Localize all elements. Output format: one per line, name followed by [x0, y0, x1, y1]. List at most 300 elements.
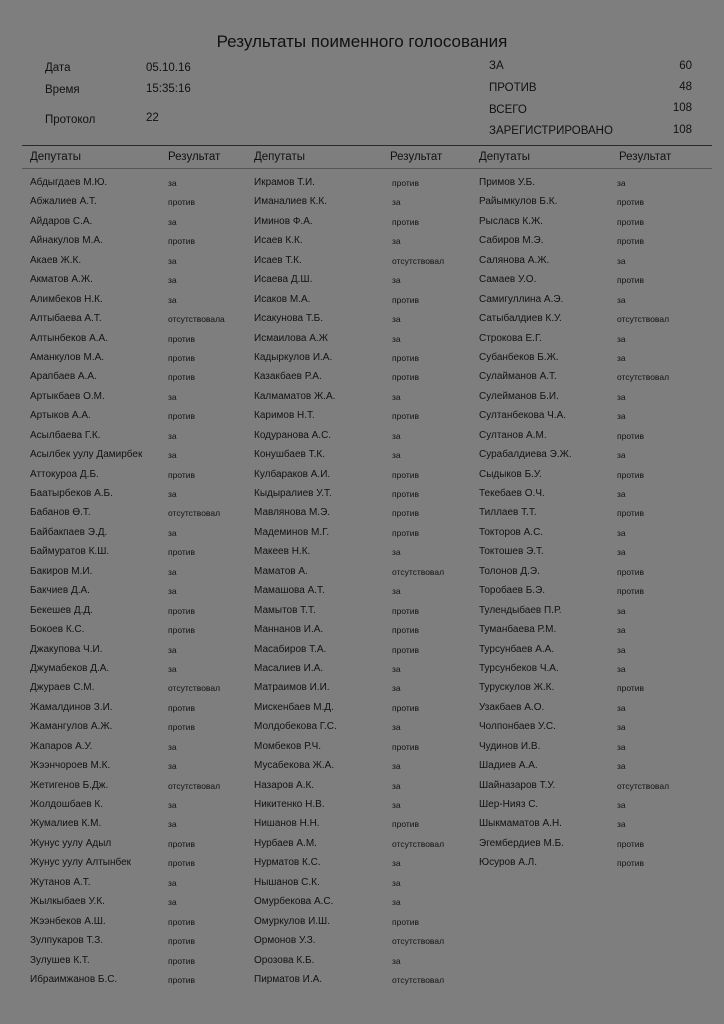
vote-row	[30, 896, 260, 915]
vote-row	[30, 469, 260, 488]
deputy-name: Конушбаев Т.К.	[254, 449, 326, 461]
vote-result: против	[168, 858, 196, 869]
vote-result: за	[168, 391, 177, 402]
vote-result: за	[617, 605, 626, 616]
deputy-name: Султанов А.М.	[479, 429, 547, 441]
deputy-name: Шадиев А.А.	[479, 760, 538, 772]
deputy-name: Шер-Нияз С.	[479, 799, 539, 810]
deputy-name: Джураев С.М.	[30, 682, 95, 694]
vote-row	[254, 216, 484, 235]
deputy-name: Текебаев О.Ч.	[479, 488, 545, 499]
deputy-name: Исаев К.К.	[254, 235, 303, 247]
vote-row	[30, 566, 260, 585]
deputy-name: Баймуратов К.Ш.	[30, 546, 110, 558]
deputy-name: Турсунбаев А.А.	[479, 643, 555, 655]
deputy-name: Тулендыбаев П.Р.	[479, 604, 562, 616]
totals-registered-label: ЗАРЕГИСТРИРОВАНО	[489, 125, 613, 137]
vote-row	[479, 235, 709, 254]
vote-row	[30, 721, 260, 740]
vote-row	[254, 449, 484, 468]
vote-result: против	[168, 469, 196, 480]
deputy-name: Иминов Ф.А.	[254, 215, 313, 227]
date-value: 05.10.16	[146, 62, 191, 74]
vote-row	[30, 177, 260, 196]
deputy-name: Мамашова А.Т.	[254, 585, 325, 597]
vote-row	[479, 469, 709, 488]
vote-result: за	[168, 430, 177, 441]
vote-row	[30, 818, 260, 837]
vote-row	[254, 896, 484, 915]
vote-row	[479, 391, 709, 410]
deputy-name: Аттокуроа Д.Б.	[30, 468, 99, 480]
totals-total-value: 108	[672, 102, 692, 114]
vote-row	[479, 818, 709, 837]
vote-result: за	[617, 663, 626, 674]
deputy-name: Самаев У.О.	[479, 274, 537, 286]
deputy-name: Сабиров М.Э.	[479, 235, 544, 247]
vote-row	[30, 216, 260, 235]
vote-row	[479, 721, 709, 740]
vote-row	[479, 682, 709, 701]
deputy-name: Зулушев К.Т.	[30, 954, 90, 966]
vote-row	[30, 838, 260, 857]
vote-result: за	[392, 430, 401, 441]
vote-row	[479, 488, 709, 507]
vote-row	[30, 527, 260, 546]
vote-row	[30, 235, 260, 254]
deputy-name: Байбакпаев Э.Д.	[30, 526, 108, 538]
vote-result: против	[168, 936, 196, 947]
deputy-name: Мусабекова Ж.А.	[254, 760, 335, 772]
deputy-name: Мамытов Т.Т.	[254, 604, 316, 616]
vote-row	[479, 352, 709, 371]
vote-result: за	[392, 722, 401, 733]
vote-result: за	[168, 255, 177, 266]
vote-row	[254, 488, 484, 507]
vote-row	[479, 216, 709, 235]
vote-result: за	[617, 625, 626, 636]
vote-row	[30, 449, 260, 468]
vote-result: за	[617, 702, 626, 713]
deputy-name: Турсунбеков Ч.А.	[479, 662, 559, 674]
deputy-name: Строкова Е.Г.	[479, 332, 542, 344]
vote-result: отсутствовал	[392, 838, 445, 849]
vote-result: за	[168, 527, 177, 538]
vote-result: за	[392, 780, 401, 791]
vote-result: против	[617, 430, 645, 441]
deputy-name: Кодуранова А.С.	[254, 429, 332, 441]
vote-row	[254, 469, 484, 488]
deputy-name: Узакбаев А.О.	[479, 701, 545, 713]
vote-result: отсутствовал	[392, 255, 445, 266]
vote-result: за	[617, 352, 626, 363]
vote-row	[479, 507, 709, 526]
deputy-name: Султанбекова Ч.А.	[479, 410, 567, 422]
vote-result: отсутствовал	[168, 780, 221, 791]
col1-deputies-header: Депутаты	[30, 151, 81, 163]
vote-row	[254, 177, 484, 196]
vote-result: за	[392, 197, 401, 208]
deputy-name: Райымкулов Б.К.	[479, 196, 558, 208]
deputy-name: Токтошев Э.Т.	[479, 546, 544, 558]
deputy-name: Исмаилова А.Ж	[254, 332, 328, 344]
vote-result: против	[168, 352, 196, 363]
vote-result: за	[617, 450, 626, 461]
deputy-name: Жапаров А.У.	[30, 740, 93, 752]
vote-row	[254, 741, 484, 760]
vote-row	[254, 721, 484, 740]
vote-result: против	[392, 702, 420, 713]
vote-result: за	[617, 761, 626, 772]
vote-result: за	[392, 800, 401, 810]
time-label: Время	[45, 84, 80, 96]
vote-result: за	[392, 314, 401, 325]
vote-row	[479, 333, 709, 352]
vote-row	[254, 352, 484, 371]
vote-result: за	[617, 178, 626, 188]
vote-row	[479, 196, 709, 215]
vote-row	[254, 663, 484, 682]
vote-result: за	[168, 897, 177, 908]
vote-result: отсутствовал	[617, 314, 670, 325]
deputy-name: Жумалиев К.М.	[30, 818, 102, 830]
vote-row	[30, 546, 260, 565]
vote-row	[479, 430, 709, 449]
vote-result: за	[617, 527, 626, 538]
deputy-name: Айдаров С.А.	[30, 215, 93, 227]
deputy-name: Орозова К.Б.	[254, 954, 315, 966]
vote-row	[479, 177, 709, 196]
vote-row	[30, 605, 260, 624]
totals-against-value: 48	[679, 81, 692, 93]
deputy-name: Жунус уулу Адыл	[30, 837, 112, 849]
vote-result: за	[168, 275, 177, 286]
vote-row	[254, 430, 484, 449]
deputy-name: Никитенко Н.В.	[254, 799, 325, 810]
vote-row	[30, 196, 260, 215]
vote-row	[479, 449, 709, 468]
deputy-name: Субанбеков Б.Ж.	[479, 351, 559, 363]
vote-result: за	[168, 800, 177, 810]
deputy-name: Турускулов Ж.К.	[479, 682, 555, 694]
vote-row	[254, 955, 484, 974]
deputy-name: Кыдыралиев У.Т.	[254, 488, 332, 499]
vote-result: против	[617, 469, 645, 480]
vote-result: отсутствовал	[617, 372, 670, 383]
vote-result: против	[392, 469, 420, 480]
vote-result: против	[168, 916, 196, 927]
vote-row	[479, 838, 709, 857]
vote-row	[254, 702, 484, 721]
deputy-name: Зулпукаров Т.З.	[30, 935, 104, 947]
deputy-name: Калмаматов Ж.А.	[254, 390, 336, 402]
deputy-name: Кадыркулов И.А.	[254, 351, 333, 363]
deputy-name: Жутанов А.Т.	[30, 876, 91, 888]
deputy-name: Омурбекова А.С.	[254, 896, 334, 908]
deputy-name: Назаров А.К.	[254, 779, 315, 791]
vote-row	[30, 294, 260, 313]
vote-result: против	[168, 974, 196, 985]
vote-result: за	[168, 644, 177, 655]
vote-result: против	[392, 644, 420, 655]
vote-row	[479, 294, 709, 313]
vote-row	[254, 313, 484, 332]
deputy-name: Токторов А.С.	[479, 526, 544, 538]
deputy-name: Мадеминов М.Г.	[254, 526, 330, 538]
vote-row	[30, 760, 260, 779]
deputy-name: Акматов А.Ж.	[30, 274, 93, 286]
vote-result: против	[392, 294, 420, 305]
vote-result: против	[617, 197, 645, 208]
vote-result: против	[617, 683, 645, 694]
vote-row	[479, 663, 709, 682]
deputy-name: Айнакулов М.А.	[30, 235, 103, 247]
vote-row	[254, 371, 484, 390]
vote-result: за	[392, 877, 401, 888]
vote-row	[479, 371, 709, 390]
vote-row	[30, 780, 260, 799]
vote-row	[254, 566, 484, 585]
vote-result: против	[392, 216, 420, 227]
vote-row	[30, 702, 260, 721]
deputy-name: Нышанов С.К.	[254, 876, 320, 888]
vote-row	[479, 410, 709, 429]
deputy-name: Жамалдинов З.И.	[30, 701, 113, 713]
deputy-name: Сурабалдиева Э.Ж.	[479, 449, 572, 461]
deputy-name: Мискенбаев М.Д.	[254, 701, 334, 713]
deputy-name: Джакупова Ч.И.	[30, 643, 103, 655]
vote-result: против	[168, 547, 196, 558]
vote-result: против	[392, 625, 420, 636]
vote-result: за	[617, 547, 626, 558]
vote-row	[30, 371, 260, 390]
vote-result: за	[392, 333, 401, 344]
vote-row	[254, 333, 484, 352]
deputy-name: Бекешев Д.Д.	[30, 604, 93, 616]
vote-result: за	[168, 877, 177, 888]
vote-row	[254, 877, 484, 896]
vote-row	[479, 857, 709, 876]
vote-result: против	[168, 955, 196, 966]
vote-result: за	[617, 391, 626, 402]
vote-result: против	[168, 372, 196, 383]
vote-result: за	[392, 761, 401, 772]
vote-result: за	[168, 819, 177, 830]
vote-row	[254, 546, 484, 565]
deputy-name: Салянова А.Ж.	[479, 254, 550, 266]
deputy-name: Жээнчороев М.К.	[30, 760, 111, 772]
vote-row	[254, 838, 484, 857]
vote-row	[30, 430, 260, 449]
vote-row	[30, 857, 260, 876]
vote-result: за	[168, 450, 177, 461]
deputy-name: Алтынбеков А.А.	[30, 332, 109, 344]
deputy-name: Чолпонбаев У.С.	[479, 721, 556, 733]
deputy-name: Алимбеков Н.К.	[30, 293, 103, 305]
deputy-name: Жунус уулу Алтынбек	[30, 857, 132, 869]
date-label: Дата	[45, 62, 71, 74]
deputy-name: Аманкулов М.А.	[30, 351, 105, 363]
vote-row	[254, 255, 484, 274]
vote-row	[30, 255, 260, 274]
col3-deputies-header: Депутаты	[479, 151, 530, 163]
vote-row	[254, 916, 484, 935]
deputy-name: Масабиров Т.А.	[254, 643, 327, 655]
totals-for-label: ЗА	[489, 60, 504, 72]
vote-result: за	[392, 391, 401, 402]
deputy-name: Рысласв К.Ж.	[479, 215, 543, 227]
vote-row	[254, 585, 484, 604]
vote-result: за	[168, 663, 177, 674]
vote-result: за	[617, 800, 626, 810]
deputy-name: Эгембердиев М.Б.	[479, 837, 564, 849]
deputy-name: Ормонов У.З.	[254, 935, 316, 947]
deputy-name: Сатыбалдиев К.У.	[479, 313, 562, 325]
deputy-name: Макеев Н.К.	[254, 546, 311, 558]
vote-row	[479, 585, 709, 604]
vote-row	[479, 313, 709, 332]
deputy-name: Сулайманов А.Т.	[479, 371, 557, 383]
vote-row	[254, 760, 484, 779]
vote-result: за	[392, 897, 401, 908]
deputy-name: Жолдошбаев К.	[30, 799, 104, 810]
vote-result: за	[392, 955, 401, 966]
vote-row	[30, 507, 260, 526]
vote-result: против	[392, 411, 420, 422]
vote-result: за	[392, 683, 401, 694]
deputy-name: Асылбек уулу Дамирбек	[30, 449, 143, 461]
col2-deputies-header: Депутаты	[254, 151, 305, 163]
totals-total-label: ВСЕГО	[489, 104, 527, 116]
vote-row	[479, 799, 709, 818]
vote-result: за	[617, 644, 626, 655]
deputy-name: Тиллаев Т.Т.	[479, 507, 537, 519]
vote-result: против	[392, 741, 420, 752]
vote-row	[479, 702, 709, 721]
deputy-name: Артыков А.А.	[30, 410, 91, 422]
vote-row	[30, 663, 260, 682]
vote-row	[30, 644, 260, 663]
deputy-name: Джумабеков Д.А.	[30, 662, 110, 674]
vote-result: против	[168, 197, 196, 208]
vote-row	[479, 760, 709, 779]
deputy-name: Артыкбаев О.М.	[30, 390, 105, 402]
vote-result: против	[168, 838, 196, 849]
deputy-name: Шайназаров Т.У.	[479, 779, 556, 791]
vote-result: против	[392, 916, 420, 927]
deputy-name: Торобаев Б.Э.	[479, 585, 546, 597]
deputy-name: Туманбаева Р.М.	[479, 624, 557, 636]
deputy-name: Жамангулов А.Ж.	[30, 721, 113, 733]
totals-registered-value: 108	[672, 124, 692, 136]
vote-result: против	[168, 605, 196, 616]
vote-row	[30, 313, 260, 332]
deputy-name: Нишанов Н.Н.	[254, 818, 320, 830]
deputy-name: Мавлянова М.Э.	[254, 507, 331, 519]
vote-row	[30, 974, 260, 993]
vote-row	[30, 741, 260, 760]
vote-row	[254, 974, 484, 993]
vote-row	[254, 818, 484, 837]
vote-row	[30, 916, 260, 935]
vote-row	[479, 644, 709, 663]
vote-row	[254, 196, 484, 215]
vote-row	[254, 235, 484, 254]
deputy-name: Примов У.Б.	[479, 177, 536, 188]
vote-result: против	[168, 722, 196, 733]
deputy-name: Казакбаев Р.А.	[254, 371, 322, 383]
vote-row	[30, 410, 260, 429]
deputy-name: Жылкыбаев У.К.	[30, 896, 105, 908]
vote-row	[30, 682, 260, 701]
vote-result: за	[392, 275, 401, 286]
vote-result: отсутствовала	[168, 314, 225, 325]
vote-result: против	[617, 216, 645, 227]
vote-row	[30, 488, 260, 507]
vote-result: против	[168, 236, 196, 247]
vote-row	[479, 527, 709, 546]
vote-row	[30, 624, 260, 643]
vote-result: за	[168, 566, 177, 577]
vote-row	[254, 780, 484, 799]
vote-row	[254, 935, 484, 954]
deputy-name: Икрамов Т.И.	[254, 177, 315, 188]
deputy-name: Бакчиев Д.А.	[30, 585, 90, 597]
deputy-name: Сыдыков Б.У.	[479, 468, 542, 480]
deputy-name: Пирматов И.А.	[254, 973, 323, 985]
deputy-name: Маматов А.	[254, 565, 308, 577]
deputy-name: Исакунова Т.Б.	[254, 313, 323, 325]
vote-row	[254, 857, 484, 876]
deputy-name: Каримов Н.Т.	[254, 410, 315, 422]
deputy-name: Масалиев И.А.	[254, 662, 324, 674]
deputy-name: Асылбаева Г.К.	[30, 429, 101, 441]
vote-result: за	[168, 178, 177, 188]
vote-row	[254, 682, 484, 701]
deputy-name: Баатырбеков А.Б.	[30, 488, 113, 499]
vote-result: за	[392, 663, 401, 674]
header-divider-top	[22, 145, 712, 146]
vote-result: за	[617, 489, 626, 499]
deputy-name: Бакиров М.И.	[30, 565, 93, 577]
vote-result: против	[617, 858, 645, 869]
time-value: 15:35:16	[146, 83, 191, 95]
deputy-name: Акаев Ж.К.	[30, 254, 82, 266]
vote-result: за	[168, 294, 177, 305]
vote-result: за	[392, 450, 401, 461]
vote-result: за	[617, 294, 626, 305]
deputy-name: Самигуллина А.Э.	[479, 293, 564, 305]
vote-row	[479, 274, 709, 293]
vote-row	[30, 877, 260, 896]
vote-row	[254, 410, 484, 429]
vote-row	[30, 799, 260, 818]
vote-row	[30, 955, 260, 974]
vote-result: отсутствовал	[617, 780, 670, 791]
vote-row	[479, 624, 709, 643]
deputy-name: Бокоев К.С.	[30, 624, 85, 636]
deputy-name: Толонов Д.Э.	[479, 565, 540, 577]
deputy-name: Алтыбаева А.Т.	[30, 313, 102, 325]
deputy-name: Шыкмаматов А.Н.	[479, 818, 562, 830]
vote-row	[254, 294, 484, 313]
vote-result: отсутствовал	[168, 508, 221, 519]
protocol-label: Протокол	[45, 114, 96, 126]
col3-result-header: Результат	[619, 151, 672, 163]
vote-result: за	[168, 741, 177, 752]
vote-row	[254, 274, 484, 293]
vote-result: за	[392, 547, 401, 558]
